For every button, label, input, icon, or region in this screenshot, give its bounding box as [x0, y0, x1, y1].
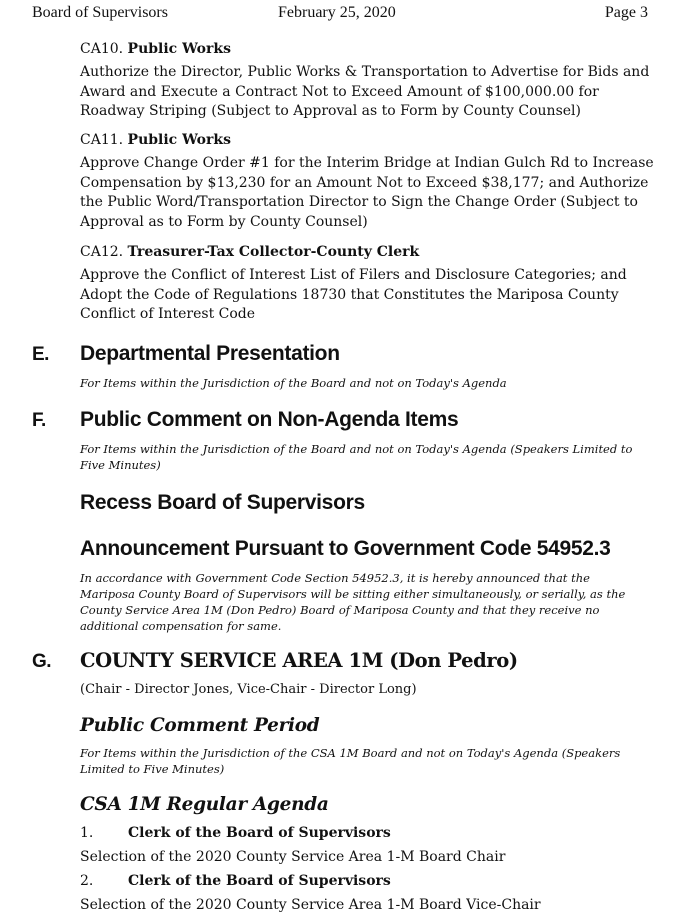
description-line: Approve the Conflict of Interest List of Filers and Disclosure Categories; and [80, 267, 627, 283]
agenda-item-description: Selection of the 2020 County Service Area 1-M Board Chair [80, 849, 506, 865]
description-line: Conflict of Interest Code [80, 306, 256, 323]
section-e-title: Departmental Presentation [80, 342, 340, 365]
consent-item-ca12 [80, 242, 660, 325]
page-header [32, 4, 648, 24]
consent-item-department: Public Works [127, 132, 231, 148]
section-g-letter: G. [32, 651, 52, 672]
agenda-item-number: 2. [80, 873, 94, 889]
section-e-letter: E. [32, 344, 49, 365]
public-comment-period-note [80, 745, 662, 777]
consent-item-heading [80, 242, 660, 262]
csa-regular-agenda-title: CSA 1M Regular Agenda [80, 794, 329, 815]
header-date: February 25, 2020 [278, 4, 396, 21]
description-line: Award and Execute a Contract Not to Exceed Amount of $100,000.00 for [80, 83, 599, 100]
section-g-chair-line: (Chair - Director Jones, Vice-Chair - Director Long) [80, 682, 417, 697]
agenda-item-number: 1. [80, 825, 94, 841]
consent-item-ca11 [80, 130, 660, 233]
consent-item-number: CA12. [80, 244, 124, 260]
announcement-note [80, 570, 662, 634]
recess-title: Recess Board of Supervisors [80, 491, 365, 514]
header-board-name: Board of Supervisors [32, 4, 168, 21]
description-line: Adopt the Code of Regulations 18730 that Constitutes the Mariposa County [80, 286, 619, 303]
consent-item-description [80, 154, 660, 233]
consent-item-heading [80, 130, 660, 150]
section-f-note [80, 441, 662, 473]
consent-item-number: CA10. [80, 41, 124, 57]
header-page-number: Page 3 [604, 4, 648, 21]
agenda-item-department: Clerk of the Board of Supervisors [128, 825, 391, 841]
description-line: Approval as to Form by County Counsel) [80, 214, 368, 231]
note-line: For Items within the Jurisdiction of the Board and not on Today's Agenda (Speakers Limited to [80, 442, 633, 456]
section-f-letter: F. [32, 410, 46, 431]
consent-item-department: Public Works [127, 41, 231, 57]
agenda-item-description: Selection of the 2020 County Service Area 1-M Board Vice-Chair [80, 897, 541, 913]
note-line: Five Minutes) [80, 458, 161, 472]
note-line: Limited to Five Minutes) [80, 762, 225, 776]
public-comment-period-title: Public Comment Period [80, 715, 320, 736]
consent-item-number: CA11. [80, 132, 124, 148]
note-line: additional compensation for same. [80, 619, 282, 633]
note-line: For Items within the Jurisdiction of the CSA 1M Board and not on Today's Agenda (Speakers [80, 746, 621, 760]
consent-item-ca10 [80, 39, 660, 122]
consent-item-description [80, 63, 660, 122]
description-line: Approve Change Order #1 for the Interim Bridge at Indian Gulch Rd to Increase [80, 155, 654, 171]
section-g-title: COUNTY SERVICE AREA 1M (Don Pedro) [80, 649, 518, 672]
consent-item-heading [80, 39, 660, 59]
announcement-title: Announcement Pursuant to Government Code 54952.3 [80, 537, 611, 560]
description-line: Roadway Striping (Subject to Approval as to Form by County Counsel) [80, 103, 581, 120]
description-line: Compensation by $13,230 for an Amount Not to Exceed $38,177; and Authorize [80, 174, 649, 191]
consent-item-department: Treasurer-Tax Collector-County Clerk [127, 244, 420, 260]
section-f-title: Public Comment on Non-Agenda Items [80, 408, 459, 431]
section-e-note: For Items within the Jurisdiction of the Board and not on Today's Agenda [80, 376, 507, 390]
description-line: the Public Word/Transportation Director to Sign the Change Order (Subject to [80, 194, 638, 211]
consent-item-description [80, 266, 660, 325]
note-line: Mariposa County Board of Supervisors will be sitting either simultaneously, or serially, as the [80, 587, 626, 601]
agenda-item-department: Clerk of the Board of Supervisors [128, 873, 391, 889]
note-line: In accordance with Government Code Section 54952.3, it is hereby announced that the [80, 571, 590, 585]
description-line: Authorize the Director, Public Works & Transportation to Advertise for Bids and [80, 64, 650, 80]
note-line: County Service Area 1M (Don Pedro) Board of Mariposa County and that they receive no [80, 603, 600, 617]
